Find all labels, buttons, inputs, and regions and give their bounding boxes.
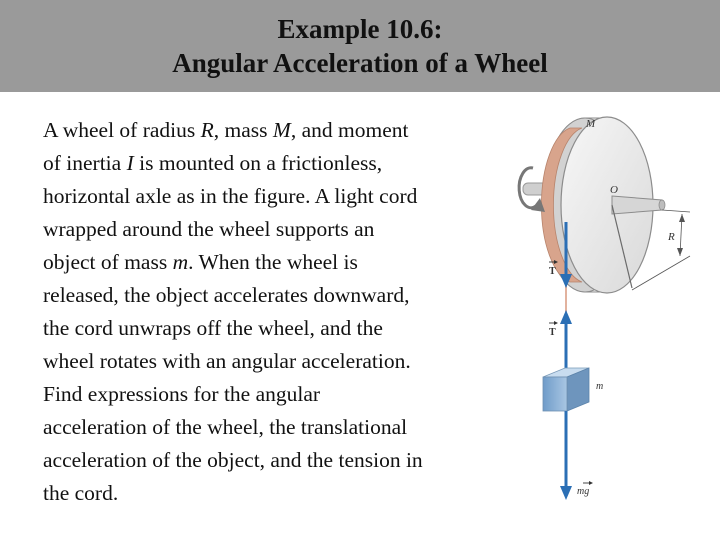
label-weight [577, 481, 593, 497]
problem-line: wheel rotates with an angular acceleration. [43, 349, 411, 373]
var-I: I [126, 151, 134, 175]
problem-line: of inertia I is mounted on a frictionless, [43, 151, 383, 175]
label-radius: R [668, 231, 675, 243]
label-wheel-mass: M [586, 118, 596, 130]
problem-statement [43, 114, 513, 510]
svg-text:T: T [549, 266, 556, 277]
wheel-pulley-figure [505, 108, 720, 508]
var-R: R [200, 118, 214, 142]
var-M: M [272, 118, 291, 142]
label-tension-lower [549, 321, 558, 338]
weight-arrow [560, 411, 572, 500]
svg-text:mg: mg [577, 486, 590, 497]
problem-line: the cord unwraps off the wheel, and the [43, 316, 383, 340]
problem-line: Find expressions for the angular [43, 382, 321, 406]
tension-arrow-lower [560, 310, 572, 372]
problem-line: horizontal axle as in the figure. A light cord [43, 184, 418, 208]
svg-text:T: T [549, 327, 556, 338]
label-center: O [610, 184, 618, 196]
problem-line: object of mass m. When the wheel is [43, 250, 358, 274]
slide-title-line-2: Angular Acceleration of a Wheel [172, 48, 548, 78]
problem-line: acceleration of the object, and the tension in [43, 448, 423, 472]
title-bar [0, 0, 720, 92]
problem-line: A wheel of radius R, mass M, and moment [43, 118, 409, 142]
problem-line: the cord. [43, 481, 119, 505]
var-m: m [172, 250, 189, 274]
problem-line: wrapped around the wheel supports an [43, 217, 375, 241]
slide-title-line-1: Example 10.6: [277, 14, 443, 44]
label-object-mass: m [596, 381, 604, 392]
problem-line: released, the object accelerates downward, [43, 283, 410, 307]
hanging-block [543, 368, 589, 411]
problem-line: acceleration of the wheel, the translational [43, 415, 408, 439]
